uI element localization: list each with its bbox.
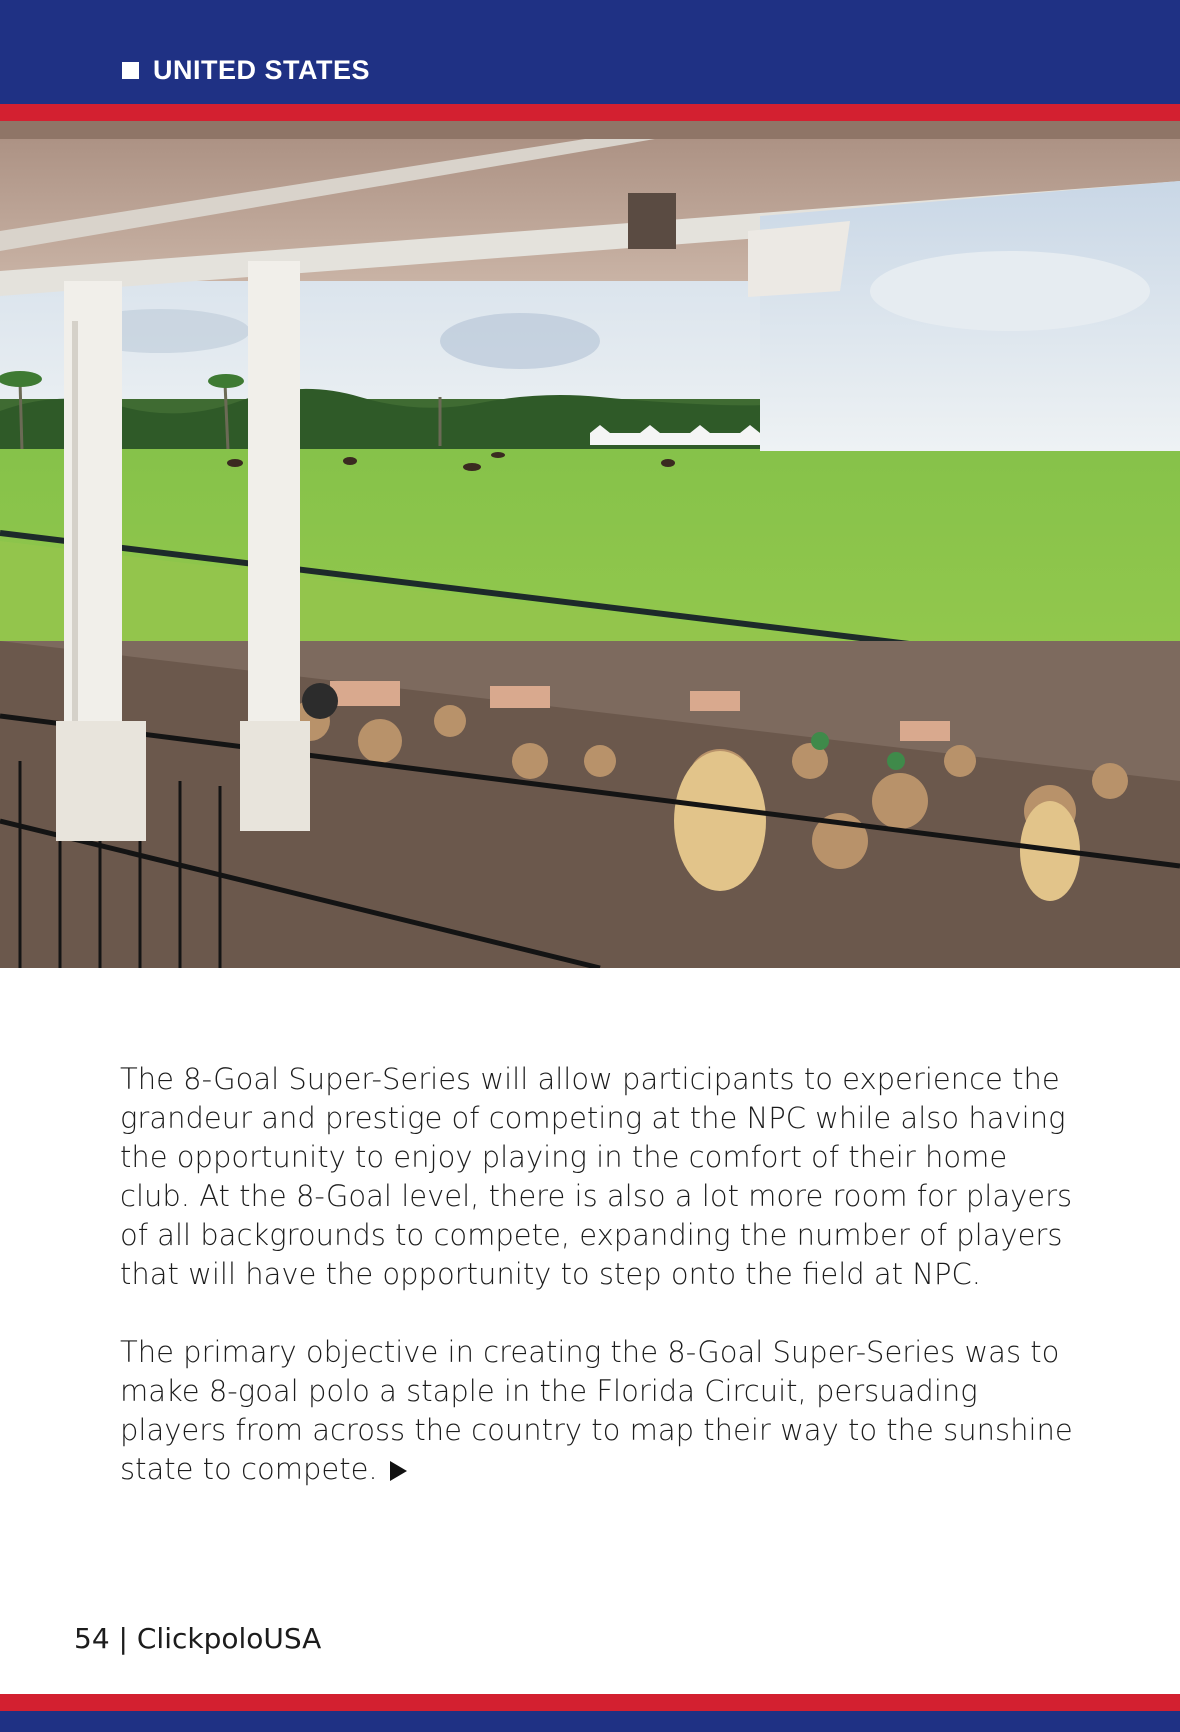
continue-arrow-icon (390, 1461, 407, 1481)
square-bullet-icon (122, 62, 139, 79)
article-paragraph-1: The 8-Goal Super-Series will allow participants to experience the grandeur and prestige of competing at the NPC while also having the opportunity to enjoy playing in the comfort of their home club. At the 8-Goal level, there is also a lot more room for players of all backgrounds to compete, expanding the number of players that will have the opportunity to step onto the field at NPC. (120, 1062, 1073, 1291)
footer-stripe (0, 1694, 1180, 1711)
footer-band (0, 1711, 1180, 1732)
article-body (120, 1060, 1080, 1528)
section-header (122, 50, 370, 90)
section-title: UNITED STATES (153, 54, 371, 85)
page-footer: 54 | ClickpoloUSA (74, 1622, 322, 1655)
polo-grandstand-photo (0, 121, 1180, 968)
header-stripe (0, 104, 1180, 121)
article-paragraph-2 (120, 1333, 1080, 1489)
article-paragraph-2-text: The primary objective in creating the 8-Goal Super-Series was to make 8-goal polo a staple in the Florida Circuit, persuading players from across the country to map their way to the sunshine state to compete. (120, 1335, 1073, 1486)
